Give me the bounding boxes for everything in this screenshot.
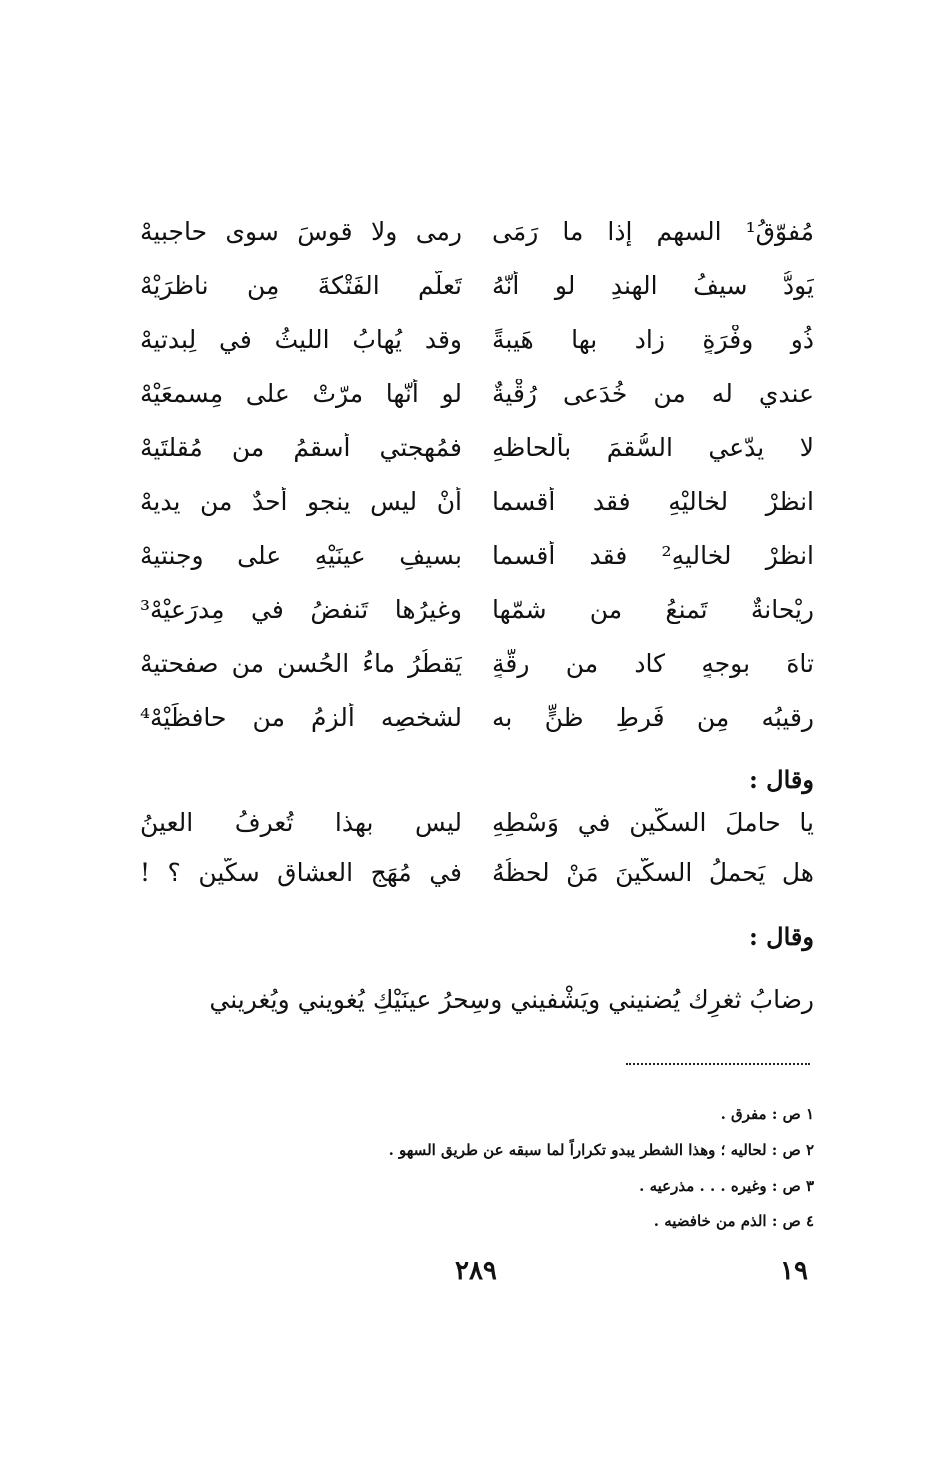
verse-second-hemistich: وقد يُهابُ الليثُ في لِبدتيهْ	[140, 324, 462, 354]
verse-first-hemistich: انظرْ لخاليْهِ فقد أقسما	[492, 486, 814, 516]
verse-first-hemistich: رقيبُه مِن فَرطِ ظنٍّ به	[492, 702, 814, 732]
verse-first-hemistich: يَودُّ سيفُ الهندِ لو أنّهُ	[492, 270, 814, 300]
footnote-1: ١ ص : مفرق .	[720, 1105, 814, 1123]
verse-row	[140, 529, 814, 581]
verse-second-hemistich: بسيفِ عينَيْهِ على وجنتيهْ	[140, 540, 462, 570]
verse-row	[140, 205, 814, 257]
footnote-4: ٤ ص : الذم من خافضيه .	[653, 1212, 814, 1230]
verse-row	[140, 259, 814, 311]
footnote-3: ٣ ص : وغيره . . . مذرعيه .	[639, 1177, 814, 1195]
footnote-separator	[626, 1063, 810, 1065]
verse-first-hemistich: يا حاملَ السكّين في وَسْطِهِ	[492, 807, 814, 837]
verse-first-hemistich: انظرْ لخاليهِ² فقد أقسما	[492, 540, 814, 570]
footnote-2: ٢ ص : لحاليه ؛ وهذا الشطر يبدو تكراراً لما سبقه عن طريق السهو .	[388, 1141, 814, 1159]
verse-first-hemistich: ريْحانةٌ تَمنعُ من شمّها	[492, 594, 814, 624]
verse-second-hemistich: لشخصِه ألزمُ من حافظَيْهْ⁴	[140, 702, 462, 732]
verse-first-hemistich: لا يدّعي السُّقمَ بألحاظهِ	[492, 432, 814, 462]
verse-row	[140, 367, 814, 419]
verse-first-hemistich: تاهَ بوجهٍ كاد من رِقّةٍ	[492, 648, 814, 678]
verse-row	[140, 313, 814, 365]
verse-second-hemistich: أنْ ليس ينجو أحدٌ من يديهْ	[140, 486, 462, 516]
verse-second-hemistich: يَقطُرُ ماءُ الحُسنِ من صفحتيهْ	[140, 648, 462, 678]
verse-second-hemistich: في مُهَجِ العشاقِ سكّين ؟ !	[140, 857, 462, 887]
verse-second-hemistich: لو أنّها مرّتْ على مِسمعَيْهْ	[140, 378, 462, 408]
verse-row	[140, 691, 814, 743]
verse-row	[140, 796, 814, 848]
single-verse-line: رضابُ ثغرِك يُضنيني ويَشْفيني وسِحرُ عينَيْكِ يُغويني ويُغريني	[209, 985, 814, 1014]
verse-second-hemistich: فمُهجتي أسقمُ من مُقلتَيهْ	[140, 432, 462, 462]
verse-first-hemistich: عندي له من خُدَعى رُقْيةٌ	[492, 378, 814, 408]
verse-row	[140, 583, 814, 635]
section-heading-2: وقال :	[748, 922, 814, 951]
signature-mark: ١٩	[780, 1256, 808, 1286]
verse-row	[140, 421, 814, 473]
verse-second-hemistich: وغيرُها تَنفضُ في مِدرَعيْهْ³	[140, 594, 462, 624]
verse-second-hemistich: ليس بهذا تُعرفُ العينُ	[140, 807, 462, 837]
verse-row	[140, 637, 814, 689]
page-number: ٢٨٩	[455, 1256, 497, 1286]
verse-first-hemistich: هل يَحملُ السكّينَ مَنْ لحظُهُ	[492, 857, 814, 887]
verse-first-hemistich: ذُو وفْرَةٍ زاد بها هَيبةً	[492, 324, 814, 354]
verse-second-hemistich: رمى ولا قوسَ سوى حاجبيهْ	[140, 216, 462, 246]
verse-first-hemistich: مُفوّقُ¹ السهمِ إذا ما رَمَى	[492, 216, 814, 246]
verse-second-hemistich: تَعلّم الفَتْكةَ مِن ناظرَيْهْ	[140, 270, 462, 300]
verse-row	[140, 475, 814, 527]
verse-row	[140, 846, 814, 898]
section-heading-1: وقال :	[748, 765, 814, 794]
